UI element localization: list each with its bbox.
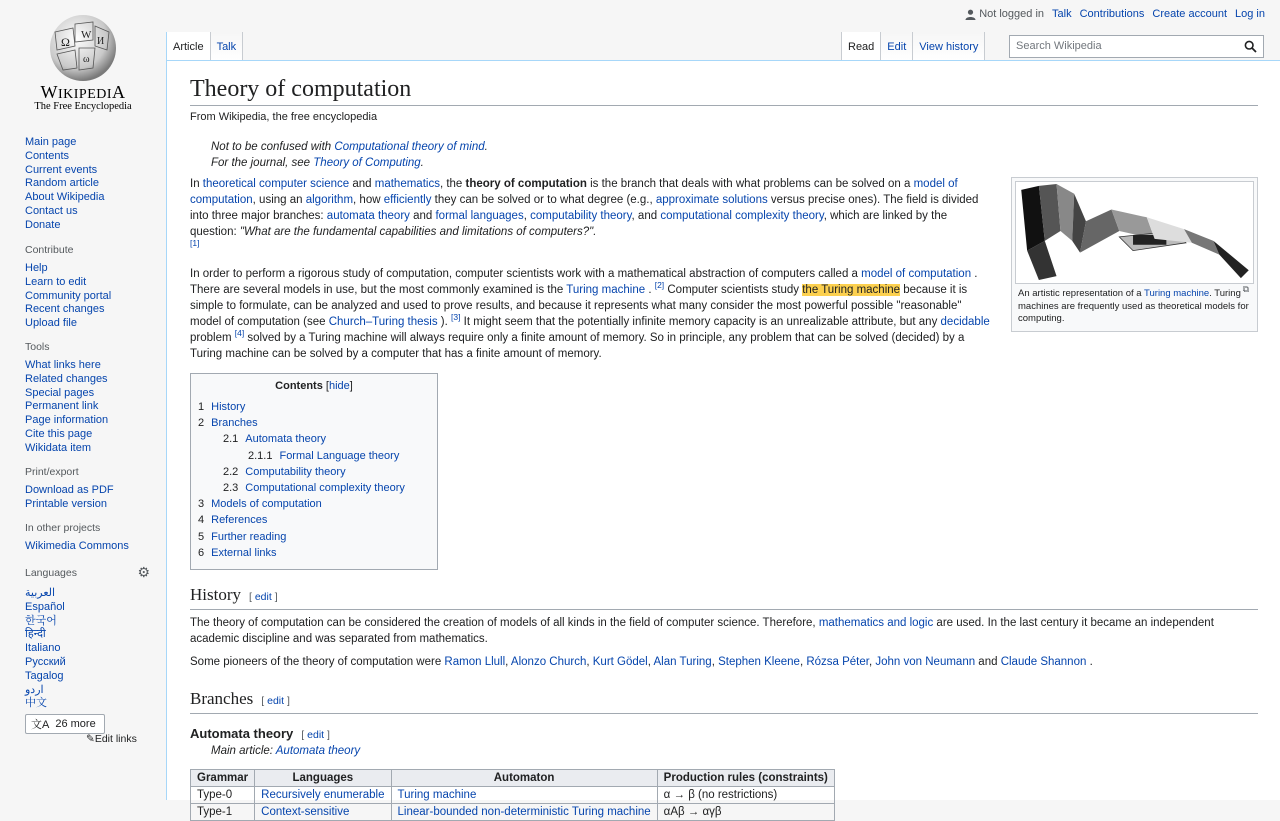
table-cell: α → β (no restrictions) [657,787,834,804]
table-cell-link[interactable]: Context-sensitive [261,806,350,819]
sidebar-heading-contribute: Contribute [25,244,74,256]
toc-link[interactable]: Computational complexity theory [245,482,405,495]
section-heading-history: History [ edit ] [190,584,1258,610]
toc-title: Contents [275,380,323,392]
sidebar-item-contribute-0[interactable] [25,262,111,276]
svg-text:И: И [97,36,105,47]
logo-wordmark: WIKIPEDIA [40,82,126,102]
sidebar-item-contribute-link[interactable]: Help [25,262,48,274]
chomsky-hierarchy-table [190,769,835,821]
toc-number: 2.1 [223,433,239,446]
pioneer-link[interactable]: Alonzo Church [510,656,587,669]
sidebar-item-tools-3[interactable] [25,400,108,414]
sidebar-item-contribute-link[interactable]: Recent changes [25,303,105,316]
sidebar-item-contribute-link[interactable]: Community portal [25,289,112,302]
reference-1[interactable]: [1] [190,238,200,249]
pioneer-link[interactable]: Ramon Llull [444,656,506,669]
sidebar-item-language-4[interactable] [25,642,150,656]
sidebar-item-nav-5[interactable] [25,205,105,219]
table-cell [255,787,391,804]
more-languages-button[interactable]: 文A 26 more [25,714,105,734]
sidebar-other-projects [25,522,129,554]
search-icon[interactable] [1244,40,1257,53]
sidebar-item-nav-link[interactable]: About Wikipedia [25,191,105,204]
sidebar-item-language-8[interactable] [25,697,150,711]
sidebar-item-tools-0[interactable] [25,359,108,373]
table-header: Languages [255,770,391,787]
pioneer-link[interactable]: Alan Turing [653,656,712,669]
table-cell-link[interactable]: Recursively enumerable [261,789,385,802]
logo-tagline: The Free Encyclopedia [34,101,132,112]
pencil-icon: ✎ [86,733,95,745]
svg-text:ω: ω [83,54,90,65]
sidebar-print-export [25,466,114,512]
sidebar-item-tools-link[interactable]: Related changes [25,372,108,385]
user-icon [965,9,976,20]
history-paragraph-1: The theory of computation can be considered the creation of models of all kinds in the field of computer science. Therefore, mathematics and logic are used. In the last century it became an independent academic discipline and was separated from mathematics. [190,617,1214,646]
conjunction: and [975,656,1001,669]
history-paragraph-2: Some pioneers of the theory of computation were Ramon Llull, Alonzo Church, Kurt Gödel, Alan Turing, Stephen Kleene, Rózsa Péter, John von Neumann and Claude Shannon . [190,656,1093,669]
sidebar-heading-print: Print/export [25,466,79,478]
toc-item[interactable] [198,529,430,545]
sidebar-heading-tools: Tools [25,341,50,353]
toc-item[interactable] [198,464,430,480]
sidebar-item-tools-4[interactable] [25,414,108,428]
toc-item[interactable] [198,399,430,415]
edit-section-history[interactable]: edit [254,591,272,604]
table-cell [391,804,657,821]
sidebar-item-nav-link[interactable]: Random article [25,177,99,190]
hatnote-journal: For the journal, see Theory of Computing. [211,157,424,169]
toc-link[interactable]: Branches [211,417,258,430]
tab-article[interactable]: Article [166,32,210,60]
reference-2[interactable]: [2] [654,280,665,291]
toc-link[interactable]: Computability theory [245,465,346,478]
toc-item[interactable] [198,448,430,464]
sidebar-item-language-link[interactable]: Italiano [25,642,61,655]
sidebar-item-tools-link[interactable]: Wikidata item [25,441,92,454]
toc-hide-link[interactable]: hide [328,380,350,392]
toc-number: 2.2 [223,465,239,478]
sidebar-item-contribute-4[interactable] [25,317,111,331]
sidebar-item-language-6[interactable] [25,670,150,684]
gear-icon[interactable]: ⚙ [137,564,150,580]
sidebar-item-contribute-link[interactable]: Upload file [25,317,77,330]
personal-tools [965,8,1265,20]
table-header: Grammar [191,770,255,787]
sidebar-item-language-link[interactable]: Tagalog [25,669,64,682]
turing-machine-caption-link[interactable]: Turing machine [1144,288,1210,299]
toc-item[interactable] [198,512,430,528]
table-of-contents: Contents [hide] 1 History 2 Branches 2.1 Automata theory 2.1.1 Formal Language theory 2.2 Computability theory 2.3 Computational complexity theory 3 Models of computation 4 References 5 Further reading 6 External links [190,373,438,570]
edit-section-branches[interactable]: edit [267,695,285,708]
sidebar-item-tools-link[interactable]: What links here [25,359,101,371]
table-header: Automaton [391,770,657,787]
sidebar-item-contribute-1[interactable] [25,276,111,290]
toc-link[interactable]: Automata theory [245,433,327,446]
sidebar-navigation [25,136,105,233]
sidebar-item-nav-3[interactable] [25,177,105,191]
sidebar-item-language-link[interactable]: 中文 [25,697,47,710]
sidebar-item-nav-0[interactable] [25,136,105,150]
toc-number: 6 [198,546,205,559]
toc-number: 1 [198,401,205,413]
sidebar-heading-other: In other projects [25,522,101,534]
link-computational-complexity-theory[interactable]: computational complexity theory [660,210,824,222]
link-main-automata-theory[interactable]: Automata theory [275,745,361,758]
wikipedia-logo[interactable] [0,0,166,120]
page-title: Theory of computation [190,75,1258,106]
sidebar-item-other-link[interactable]: Wikimedia Commons [25,540,129,552]
site-subtitle: From Wikipedia, the free encyclopedia [190,111,378,123]
toc-number: 2.1.1 [248,449,273,462]
sidebar-item-tools-1[interactable] [25,373,108,387]
create-account-link[interactable]: Create account [1152,8,1228,20]
reference-3[interactable]: [3] [451,312,461,323]
pioneer-link[interactable]: John von Neumann [875,656,976,669]
sidebar-item-print-1[interactable] [25,498,114,512]
sidebar-item-contribute-link[interactable]: Learn to edit [25,275,87,288]
sidebar-item-language-link[interactable]: اردو [25,683,44,696]
toc-item[interactable] [198,415,430,431]
pioneer-link[interactable]: Rózsa Péter [806,656,869,669]
content-area [166,60,1280,819]
highlighted-text: the Turing machine [802,284,901,296]
sidebar-item-tools-link[interactable]: Page information [25,414,109,427]
sidebar-item-contribute-3[interactable] [25,303,111,317]
sidebar-tools [25,341,108,456]
sidebar-item-language-link[interactable]: Español [25,600,65,613]
table-cell [391,787,657,804]
sidebar-item-language-link[interactable]: 한국어 [25,614,57,627]
toc-link[interactable]: External links [211,546,277,559]
link-model-of-computation-2[interactable]: model of computation [861,268,972,280]
namespace-tabs [166,32,243,60]
toc-link[interactable]: Formal Language theory [279,449,400,462]
globe-icon [33,10,133,82]
sidebar-item-tools-link[interactable]: Permanent link [25,400,99,413]
sidebar-item-print-link[interactable]: Printable version [25,497,107,510]
translate-icon: 文A [31,719,50,732]
sidebar-item-nav-link[interactable]: Current events [25,163,98,176]
sidebar-item-tools-2[interactable] [25,387,108,401]
sidebar-item-nav-link[interactable]: Donate [25,218,61,231]
toc-link[interactable]: History [211,401,246,413]
reference-4[interactable]: [4] [234,328,245,339]
sidebar-item-language-0[interactable] [25,587,150,601]
table-cell-link[interactable]: Linear-bounded non-deterministic Turing machine [397,806,651,819]
link-mathematics-and-logic[interactable]: mathematics and logic [818,617,934,630]
tab-talk[interactable]: Talk [210,32,244,60]
link-computability-theory[interactable]: computability theory [530,210,632,222]
sidebar-languages [25,564,150,734]
turing-machine-image[interactable] [1015,181,1254,284]
link-model-of-computation[interactable]: model of computation [190,178,958,206]
hatnote-disambiguation: Not to be confused with Computational theory of mind. [211,141,488,153]
svg-text:W: W [81,29,92,41]
pioneer-link[interactable]: Kurt Gödel [592,656,648,669]
sidebar-item-language-link[interactable]: Русский [25,655,66,668]
toc-item[interactable] [198,545,430,561]
toc-number: 2.3 [223,482,239,495]
table-cell: αAβ → αγβ [657,804,834,821]
link-algorithm[interactable]: algorithm [305,194,354,206]
main-article-note: Main article: Automata theory [211,745,361,758]
sidebar-item-language-5[interactable] [25,656,150,670]
sidebar-item-nav-4[interactable] [25,191,105,205]
sidebar-item-tools-link[interactable]: Special pages [25,386,95,399]
edit-section-automata[interactable]: edit [307,729,325,742]
sidebar-item-nav-6[interactable] [25,219,105,233]
sidebar-item-tools-6[interactable] [25,442,108,456]
link-mathematics[interactable]: mathematics [374,178,440,190]
toc-link[interactable]: Models of computation [211,498,322,511]
table-cell: Type-1 [191,804,255,821]
sidebar-item-other-0[interactable] [25,540,129,554]
lead-paragraph-2: In order to perform a rigorous study of computation, computer scientists work with a mathematical abstraction of computers called a model of computation . There are several models in use, but the most commonly examined is the Turing machine . [2] Computer scientists study the Turing machine because it is simple to formulate, can be analyzed and used to prove results, and because it represents what many consider the most powerful possible "reasonable" model of computation (see Church–Turing thesis ). [3] It might seem that the potentially infinite memory capacity is an unrealizable attribute, but any decidable problem [4] solved by a Turing machine will always require only a finite amount of memory. So in principle, any problem that can be solved (decided) by a Turing machine can be solved by a computer that has a finite amount of memory. [190,268,990,360]
sidebar-item-language-1[interactable] [25,601,150,615]
sidebar-item-nav-link[interactable]: Contact us [25,204,78,217]
section-heading-branches: Branches [ edit ] [190,688,1258,714]
link-theoretical-computer-science[interactable]: theoretical computer science [202,178,350,190]
sidebar-item-nav-1[interactable] [25,150,105,164]
view-tabs [841,32,985,60]
thumbnail-figure [1011,177,1258,332]
link-efficiently[interactable]: efficiently [383,194,432,206]
sidebar-item-nav-2[interactable] [25,164,105,178]
tab-read[interactable]: Read [841,32,880,60]
toc-number: 3 [198,498,205,511]
tab-edit[interactable]: Edit [880,32,912,60]
table-row [191,787,835,804]
sidebar-item-language-3[interactable] [25,628,150,642]
sidebar-item-print-0[interactable] [25,484,114,498]
sentence-end: . [1086,656,1093,669]
sidebar-item-nav-link[interactable]: Contents [25,149,70,162]
table-cell: Type-0 [191,787,255,804]
toc-number: 5 [198,530,205,543]
table-cell-link[interactable]: Turing machine [397,789,477,802]
contributions-link[interactable]: Contributions [1079,8,1145,20]
sidebar-item-language-7[interactable] [25,684,150,698]
sidebar-item-language-2[interactable] [25,615,150,629]
pioneer-link[interactable]: Claude Shannon [1000,656,1087,669]
edit-links-link[interactable]: ✎Edit links [86,733,137,745]
svg-text:Ω: Ω [61,35,70,49]
tab-view-history[interactable]: View history [912,32,985,60]
link-church-turing-thesis[interactable]: Church–Turing thesis [328,316,438,328]
not-logged-in: Not logged in [965,8,1044,20]
link-approximate-solutions[interactable]: approximate solutions [655,194,768,206]
sidebar-item-language-link[interactable]: العربية [25,587,56,599]
sidebar-contribute [25,244,111,331]
toc-item[interactable] [198,480,430,496]
sidebar-item-language-link[interactable]: हिन्दी [25,628,46,641]
link-formal-languages[interactable]: formal languages [435,210,524,222]
search-input[interactable]: Search Wikipedia [1009,35,1264,58]
sidebar-item-nav-link[interactable]: Main page [25,136,77,148]
sidebar-item-tools-5[interactable] [25,428,108,442]
sidebar-item-contribute-2[interactable] [25,290,111,304]
subsection-heading-automata: Automata theory [ edit ] [190,726,330,742]
toc-link[interactable]: Further reading [211,530,287,543]
login-link[interactable]: Log in [1235,8,1265,20]
toc-number: 4 [198,514,205,527]
link-turing-machine[interactable]: Turing machine [566,284,646,296]
computational-theory-of-mind-link[interactable]: Computational theory of mind [334,141,485,153]
lead-paragraph-1: In theoretical computer science and mathematics, the theory of computation is the branch that deals with what problems can be solved on a model of computation, using an algorithm, how efficiently they can be solved or to what degree (e.g., approximate solutions versus precise ones). The field is divided into three major branches: automata theory and formal languages, computability theory, and computational complexity theory, which are linked by the question: "What are the fundamental capabilities and limitations of computers?". [1] [190,178,979,249]
pioneer-link[interactable]: Stephen Kleene [718,656,800,669]
toc-item[interactable] [198,496,430,512]
sidebar-item-tools-link[interactable]: Cite this page [25,427,93,440]
table-row [191,804,835,821]
toc-number: 2 [198,417,205,430]
link-automata-theory[interactable]: automata theory [326,210,410,222]
user-talk-link[interactable]: Talk [1052,8,1072,20]
toc-item[interactable] [198,431,430,447]
sidebar-heading-languages: Languages [25,566,77,579]
sidebar-item-print-link[interactable]: Download as PDF [25,484,114,496]
table-header: Production rules (constraints) [657,770,834,787]
magnify-icon[interactable]: ⧉ [1242,284,1249,294]
link-decidable[interactable]: decidable [940,316,990,328]
thumbnail-caption: An artistic representation of a Turing machine. Turing machines are frequently used as theoretical models for computing. [1018,288,1249,324]
toc-link[interactable]: References [211,514,268,527]
table-cell [255,804,391,821]
theory-of-computing-link[interactable]: Theory of Computing [313,157,421,169]
